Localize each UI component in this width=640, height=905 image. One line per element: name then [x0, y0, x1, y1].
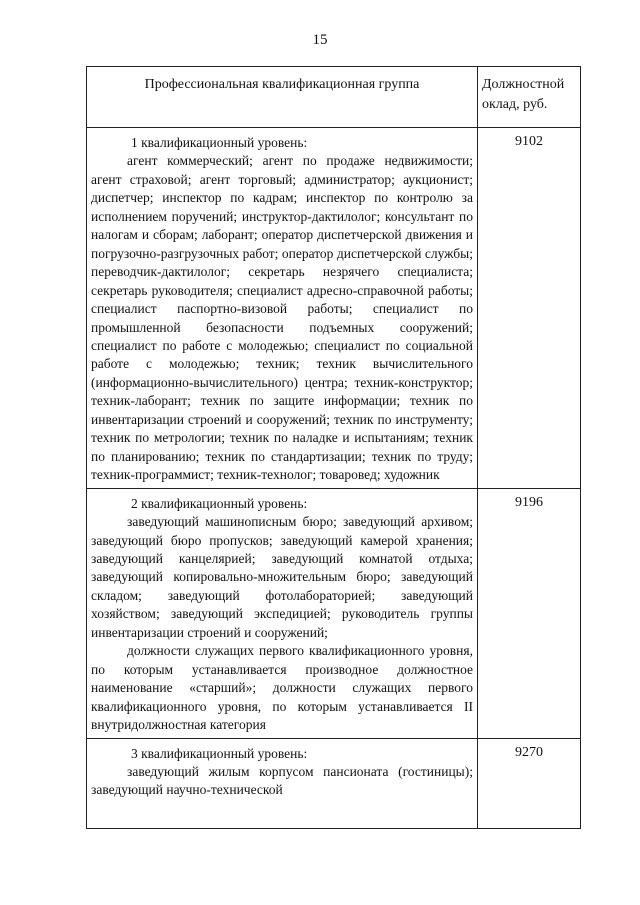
table-row [87, 488, 581, 738]
table-header-row [87, 67, 581, 128]
salary-table [86, 66, 581, 829]
salary-value: 9196 [478, 488, 581, 738]
row-description [87, 128, 478, 489]
salary-value: 9102 [478, 128, 581, 489]
table-row [87, 738, 581, 828]
row-description [87, 738, 478, 828]
positions-text: должности служащих первого квалификационного уровня, по которым устанавливается производное должностное наименование «старший»; должности служащих первого квалификационного уровня, по которым устанавливается II внутридолжностная категория [91, 643, 473, 733]
salary-value: 9270 [478, 738, 581, 828]
header-group: Профессиональная квалификационная группа [87, 67, 478, 128]
positions-text: агент коммерческий; агент по продаже недвижимости; агент страховой; агент торговый; администратор; аукционист; диспетчер; инспектор по кадрам; инспектор по контролю за исполнением поручений; инструктор-дактилолог; консультант по налогам и сборам; лаборант; оператор диспетчерской движения и погрузочно-разгрузочных работ; оператор диспетчерской службы; переводчик-дактилолог; секретарь незрячего специалиста; секретарь руководителя; специалист адресно-справочной работы; специалист паспортно-визовой работы; специалист по промышленной безопасности подъемных сооружений; специалист по работе с молодежью; специалист по социальной работе с молодежью; техник; техник вычислительного (информационно-вычислительного) центра; техник-конструктор; техник-лаборант; техник по защите информации; техник по инвентаризации строений и сооружений; техник по инструменту; техник по метрологии; техник по наладке и испытаниям; техник по планированию; техник по стандартизации; техник по труду; техник-программист; техник-технолог; товаровед; художник [91, 153, 473, 483]
page-number: 15 [312, 32, 328, 48]
header-salary: Должностной оклад, руб. [478, 67, 581, 128]
row-description [87, 488, 478, 738]
table-row [87, 128, 581, 489]
level-title: 1 квалификационный уровень: [131, 135, 308, 150]
level-title: 2 квалификационный уровень: [131, 495, 308, 511]
level-title: 3 квалификационный уровень: [131, 745, 308, 761]
positions-text: заведующий машинописным бюро; заведующий архивом; заведующий бюро пропусков; заведующий камерой хранения; заведующий канцелярией; заведующий комнатой отдыха; заведующий копировально-множительным бюро; заведующий складом; заведующий фотолабораторией; заведующий хозяйством; заведующий экспедицией; руководитель группы инвентаризации строений и сооружений; [91, 514, 473, 640]
positions-text: заведующий жилым корпусом пансионата (гостиницы); заведующий научно-технической [91, 763, 473, 798]
